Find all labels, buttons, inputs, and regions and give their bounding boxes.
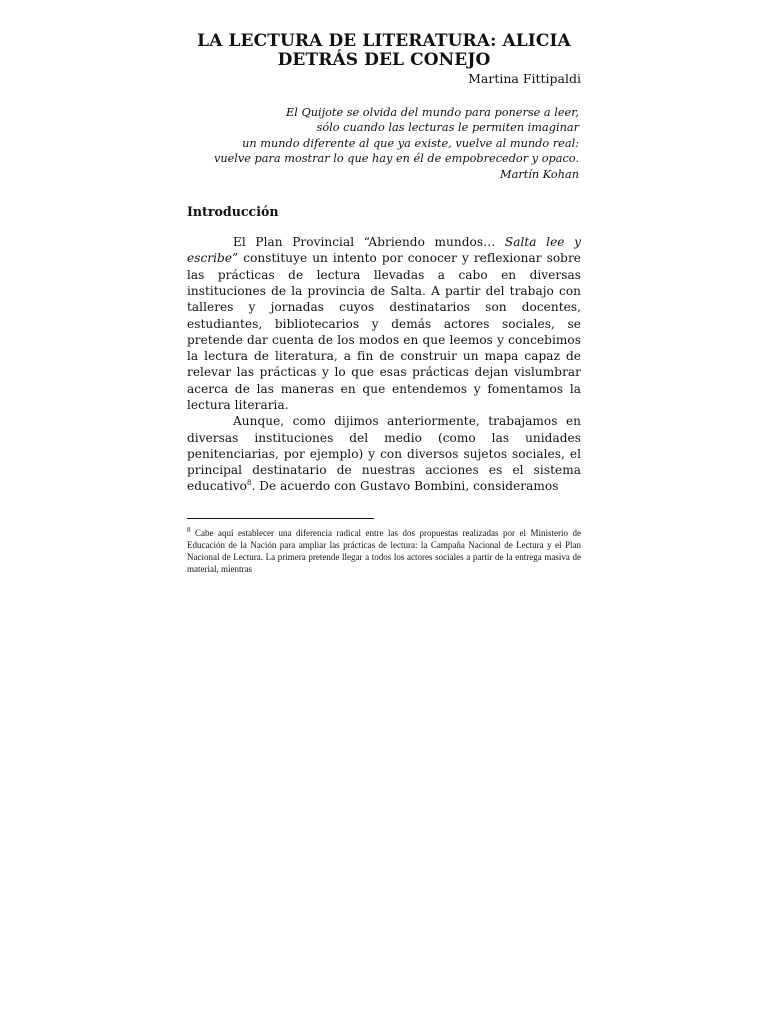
section-heading: Introducción [187,204,279,220]
title-line-1: LA LECTURA DE LITERATURA: ALICIA [197,31,571,51]
paragraph-2 [187,413,581,494]
body-text [187,234,581,495]
title-line-2: DETRÁS DEL CONEJO [277,50,491,70]
footnote-divider [187,518,374,519]
footnote [187,527,581,576]
footnote-mark: 8 [187,525,191,534]
epigraph-line: sólo cuando las lecturas le permiten imaginar [316,121,579,135]
paragraph-2-start: Aunque, como dijimos anteriormente, trabajamos en diversas instituciones del medio (como las unidades penitenciarias, por ejemplo) y con diversos sujetos sociales, el principal destinatario de nuestras acciones es el sistema educativo [187,414,581,494]
epigraph-line: El Quijote se olvida del mundo para ponerse a leer, [286,106,579,119]
paragraph-1 [187,234,581,413]
paragraph-1-rest: ” constituye un intento por conocer y reflexionar sobre las prácticas de lectura llevadas a cabo en diversas instituciones de la provincia de Salta. A partir del trabajo con talleres y jornadas cuyos destinatarios son docentes, estudiantes, bibliotecarios y demás actores sociales, se pretende dar cuenta de los modos en que leemos y concebimos la lectura de literatura, a fin de construir un mapa capaz de relevar las prácticas y lo que esas prácticas dejan vislumbrar acerca de las maneras en que entendemos y fomentamos la lectura literaria. [187,251,581,412]
paragraph-1-start: El Plan Provincial “Abriendo mundos… [233,235,505,250]
epigraph-line: vuelve para mostrar lo que hay en él de empobrecedor y opaco. [213,152,579,166]
document-page [187,32,581,576]
epigraph [187,105,579,182]
epigraph-line: un mundo diferente al que ya existe, vuelve al mundo real: [242,136,579,150]
article-title [187,32,581,70]
footnote-text: Cabe aquí establecer una diferencia radical entre las dos propuestas realizadas por el Ministerio de Educación de la Nación para ampliar las prácticas de lectura: la Campaña Nacional de Lectura y el Plan Nacional de Lectura. La primera pretende llegar a todos los actores sociales a partir de la entrega masiva de material, mientras [187,527,581,575]
paragraph-2-rest: . De acuerdo con Gustavo Bombini, consideramos [251,479,559,494]
footnote-reference[interactable]: 8 [246,479,252,488]
epigraph-attribution: Martín Kohan [500,167,579,181]
author-name: Martina Fittipaldi [468,71,581,86]
program-name-italic: Salta lee y escribe [187,235,582,266]
